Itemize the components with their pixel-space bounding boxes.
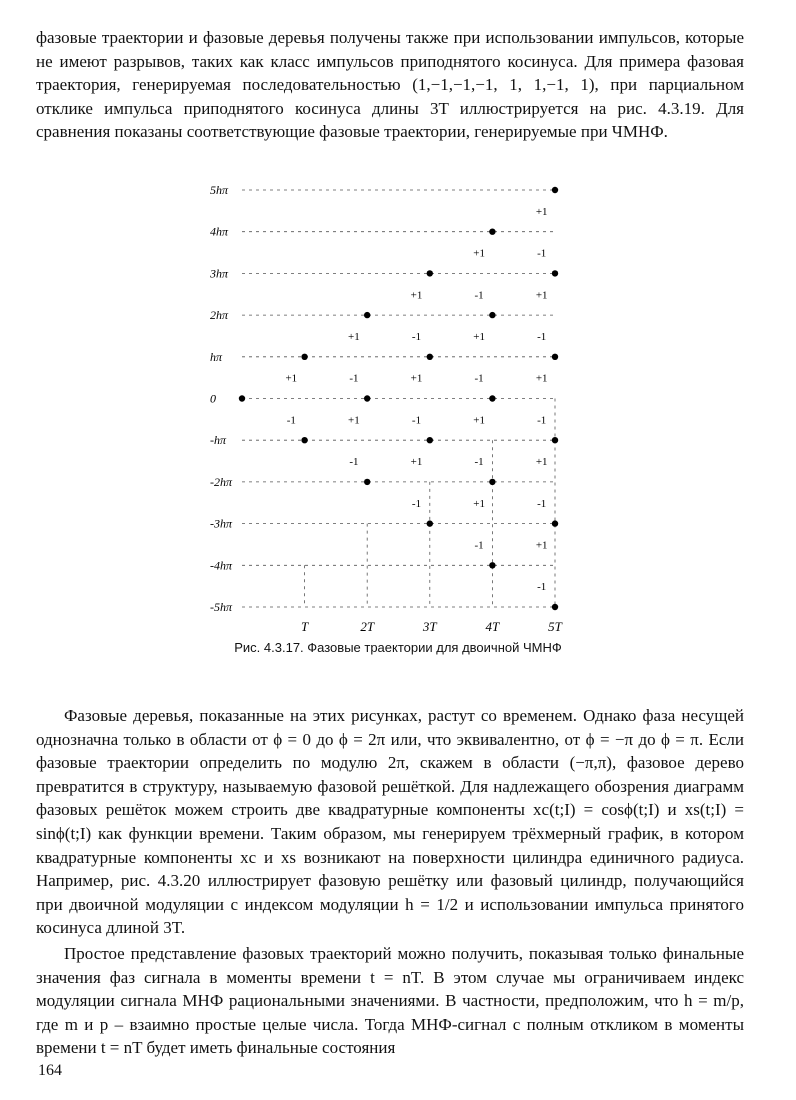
branch-label: +1 — [348, 330, 360, 343]
branch-label: +1 — [535, 456, 548, 469]
figure-caption: Рис. 4.3.17. Фазовые траектории для двоичной ЧМНФ — [234, 640, 562, 655]
chart-point — [552, 520, 558, 526]
chart-grid — [242, 190, 555, 607]
y-tick-label: 4hπ — [210, 224, 229, 239]
paragraph-phase-trees: Фазовые деревья, показанные на этих рисунках, растут со временем. Однако фаза несущей однозначна только в области от ϕ = 0 до ϕ = 2π или, что эквивалентно, от ϕ = −π до ϕ = π. Если фазовые траектории определить по модулю 2π, скажем в области (−π,π), фазовое дерево превратится в структуру, называемую фазовой решёткой. Для надлежащего обозрения диаграмм фазовых решёток можем строить две квадратурные компоненты xc(t;I) = cosϕ(t;I) и xs(t;I) = sinϕ(t;I) как функции времени. Таким образом, мы генерируем трёхмерный график, в котором квадратурные компоненты xc и xs возникают на поверхности цилиндра единичного радиуса. Например, рис. 4.3.20 иллюстрирует фазовую решётку или фазовый цилиндр, получающийся при двоичной модуляции с индексом модуляции h = 1/2 и использовании импульса принятого косинуса длиной 3T. — [36, 706, 744, 938]
branch-label: +1 — [535, 372, 548, 385]
branch-label: +1 — [535, 289, 548, 302]
branch-label: -1 — [537, 247, 547, 260]
y-tick-label: -2hπ — [210, 474, 233, 489]
branch-label: +1 — [410, 372, 423, 385]
branch-label: +1 — [348, 414, 360, 427]
chart-point — [552, 354, 558, 360]
chart-point — [489, 229, 495, 235]
chart-point — [301, 354, 307, 360]
branch-label: +1 — [535, 539, 548, 552]
chart-point — [552, 437, 558, 443]
branch-label: -1 — [474, 456, 484, 469]
y-tick-label: 3hπ — [210, 266, 229, 281]
chart-point — [427, 270, 433, 276]
branch-label: +1 — [535, 205, 548, 218]
branch-label: -1 — [411, 414, 422, 427]
chart-point — [364, 395, 370, 401]
y-tick-label: hπ — [210, 349, 223, 364]
phase-tree-chart — [0, 170, 796, 640]
branch-label: +1 — [410, 456, 423, 469]
chart-branch-labels — [285, 206, 547, 593]
chart-point — [552, 270, 558, 276]
chart-time-markers — [305, 399, 555, 608]
branch-label: -1 — [474, 289, 484, 302]
branch-label: +1 — [410, 289, 423, 302]
x-tick-label: 3T — [422, 619, 437, 634]
chart-point — [301, 437, 307, 443]
x-tick-label: 4T — [485, 619, 500, 634]
paragraph-intro: фазовые траектории и фазовые деревья получены также при использовании импульсов, которые не имеют разрывов, таких как класс импульсов приподнятого косинуса. Для примера фазовая траектория, генерируемая последовательностью (1,−1,−1,−1, 1, 1,−1, 1), при парциальном отклике импульса приподнятого косинуса длины 3T иллюстрируется на рис. 4.3.19. Для сравнения показаны соответствующие фазовые траектории, генерируемые при ЧМНФ. — [36, 28, 744, 142]
chart-point — [552, 187, 558, 193]
chart-point — [427, 354, 433, 360]
branch-label: -1 — [411, 330, 422, 343]
branch-label: -1 — [411, 497, 422, 510]
chart-point — [489, 395, 495, 401]
x-tick-label: 2T — [360, 619, 375, 634]
page-number: 164 — [38, 1062, 62, 1079]
chart-point — [552, 604, 558, 610]
y-tick-label: 5hπ — [210, 183, 229, 197]
branch-label: +1 — [473, 247, 485, 260]
chart-point — [364, 312, 370, 318]
branch-label: -1 — [474, 372, 484, 385]
branch-label: +1 — [473, 497, 485, 510]
chart-point — [239, 395, 245, 401]
branch-label: -1 — [349, 456, 359, 469]
branch-label: -1 — [474, 539, 484, 552]
branch-label: -1 — [537, 581, 547, 594]
branch-label: -1 — [537, 414, 547, 427]
branch-label: +1 — [285, 372, 298, 385]
y-tick-label: -5hπ — [210, 600, 233, 614]
chart-point — [489, 479, 495, 485]
branch-label: -1 — [286, 414, 296, 427]
chart-point — [427, 437, 433, 443]
y-tick-label: 2hπ — [210, 308, 229, 323]
branch-label: -1 — [349, 372, 359, 385]
paragraph-simple-representation: Простое представление фазовых траекторий можно получить, показывая только финальные значения фаз сигнала в моменты времени t = nT. В этом случае мы ограничиваем индекс модуляции сигнала МНФ рациональными значениями. В частности, предположим, что h = m/p, где m и p – взаимно простые целые числа. Тогда МНФ-сигнал с полным откликом в моменты времени t = nT будет иметь финальные состояния — [36, 944, 744, 1058]
y-tick-label: -4hπ — [210, 558, 233, 573]
x-tick-label: 5T — [548, 619, 562, 634]
branch-label: -1 — [537, 497, 547, 510]
x-tick-label: T — [300, 619, 309, 634]
chart-y-ticks — [209, 183, 233, 614]
y-tick-label: -3hπ — [210, 516, 233, 531]
branch-label: +1 — [473, 330, 485, 343]
branch-label: -1 — [537, 330, 547, 343]
chart-x-ticks — [301, 619, 563, 634]
y-tick-label: 0 — [210, 391, 216, 406]
chart-point — [427, 520, 433, 526]
branch-label: +1 — [473, 414, 485, 427]
chart-point — [489, 562, 495, 568]
chart-point — [364, 479, 370, 485]
y-tick-label: -hπ — [210, 433, 227, 448]
chart-point — [489, 312, 495, 318]
